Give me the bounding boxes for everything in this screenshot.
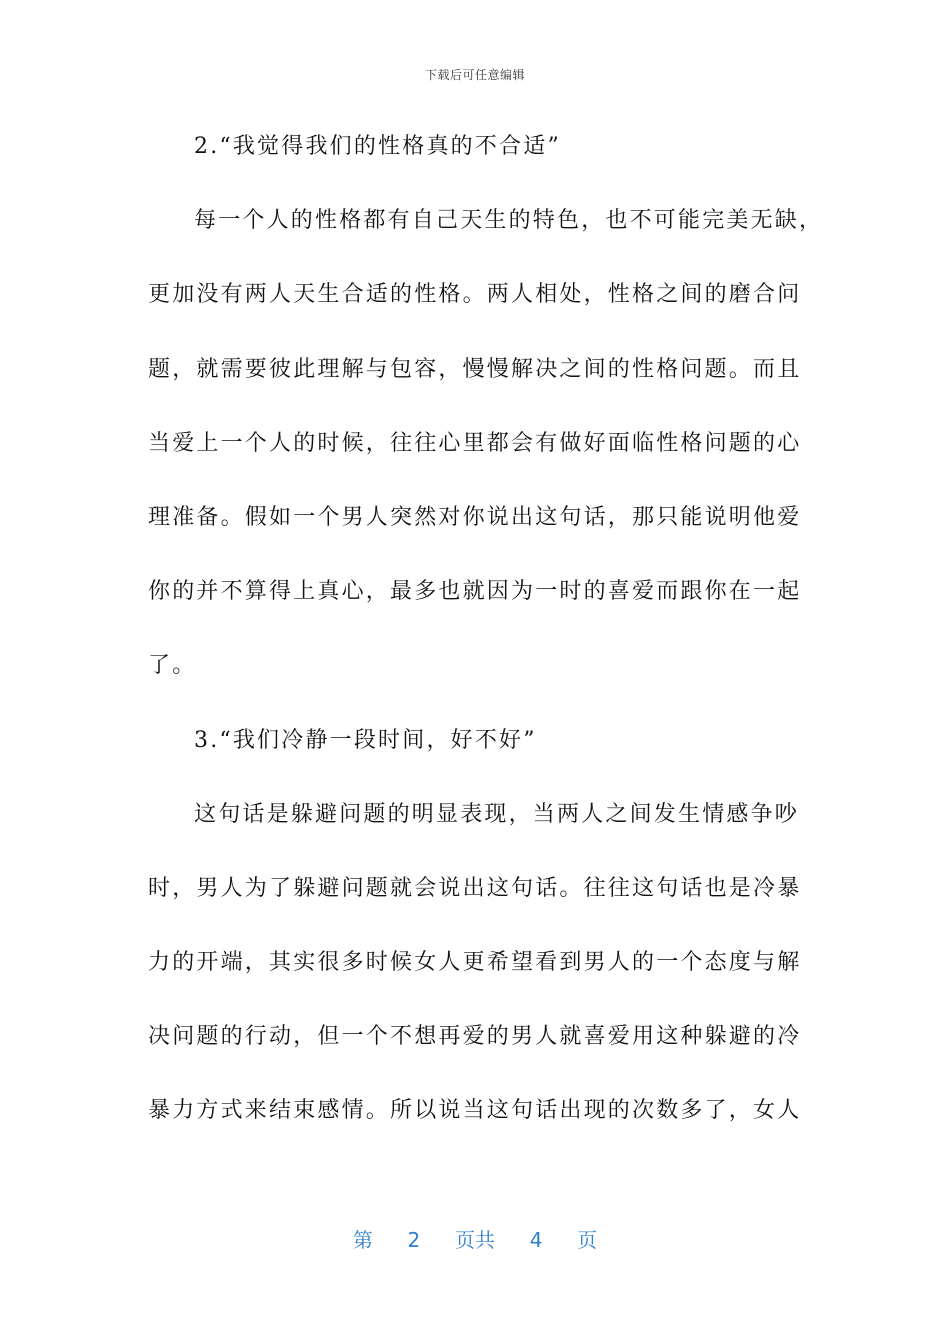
heading-item-2: 2.“我觉得我们的性格真的不合适” xyxy=(194,134,561,159)
paragraph-line: 理准备。假如一个男人突然对你说出这句话，那只能说明他爱 xyxy=(148,504,802,530)
paragraph-line: 这句话是躲避问题的明显表现，当两人之间发生情感争吵 xyxy=(194,801,800,827)
paragraph-line: 你的并不算得上真心，最多也就因为一时的喜爱而跟你在一起 xyxy=(148,579,802,605)
footer-current-page: 2 xyxy=(407,1228,421,1252)
paragraph-line: 决问题的行动，但一个不想再爱的男人就喜爱用这种躲避的冷 xyxy=(148,1024,802,1050)
header-note: 下载后可任意编辑 xyxy=(424,68,525,82)
paragraph-line: 更加没有两人天生合适的性格。两人相处，性格之间的磨合问 xyxy=(148,282,802,308)
paragraph-line: 暴力方式来结束感情。所以说当这句话出现的次数多了，女人 xyxy=(148,1098,802,1124)
paragraph-line: 了。 xyxy=(148,653,197,679)
paragraph-line: 题，就需要彼此理解与包容，慢慢解决之间的性格问题。而且 xyxy=(148,356,802,382)
page-footer xyxy=(0,1224,950,1253)
paragraph-line: 当爱上一个人的时候，往往心里都会有做好面临性格问题的心 xyxy=(148,430,802,456)
heading-item-3: 3.“我们冷静一段时间，好不好” xyxy=(194,727,537,753)
footer-prefix: 第 xyxy=(352,1228,373,1252)
footer-total-pages: 4 xyxy=(529,1228,543,1252)
paragraph-line: 力的开端，其实很多时候女人更希望看到男人的一个态度与解 xyxy=(148,950,802,976)
footer-middle: 页共 xyxy=(455,1228,495,1252)
body-text xyxy=(148,110,824,1149)
footer-suffix: 页 xyxy=(577,1228,598,1252)
paragraph-line: 时，男人为了躲避问题就会说出这句话。往往这句话也是冷暴 xyxy=(148,875,802,901)
paragraph-line: 每一个人的性格都有自己天生的特色，也不可能完美无缺， xyxy=(194,208,824,234)
